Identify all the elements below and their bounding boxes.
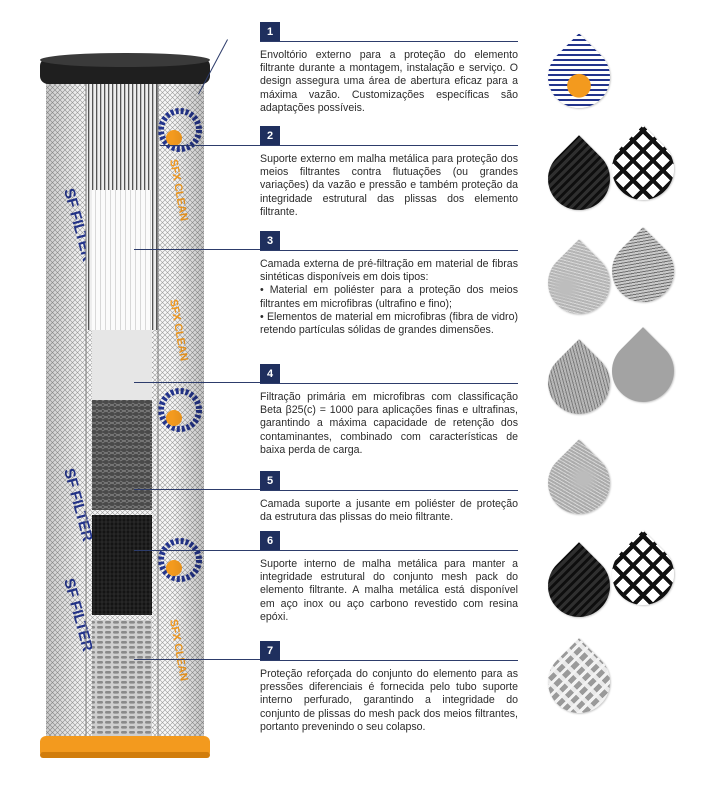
sample-drop-woven-mesh <box>535 542 623 630</box>
leader-line-4 <box>134 382 260 383</box>
callout-description <box>260 668 518 734</box>
callout-description <box>260 498 518 524</box>
callout-paragraph: Camada externa de pré-filtração em material de fibras sintéticas disponíveis em dois tipos: <box>260 258 518 284</box>
callout-paragraph: • Material em poliéster para a proteção dos meios filtrantes em microfibras (ultrafino e fino); <box>260 284 518 310</box>
sample-drop-woven-mesh <box>535 135 623 223</box>
callout-description <box>260 391 518 457</box>
callout-paragraph: Camada suporte a jusante em poliéster de proteção da estrutura das plissas do meio filtrante. <box>260 498 518 524</box>
callout-number: 1 <box>260 22 280 41</box>
leader-line-6 <box>134 550 260 551</box>
leader-line-5 <box>134 489 260 490</box>
sample-drop-microfiber-coarse <box>535 339 623 427</box>
callout-number: 7 <box>260 641 280 660</box>
filter-element-illustration <box>0 0 260 800</box>
sample-drop-square-mesh <box>599 125 687 213</box>
leader-line-7 <box>134 659 260 660</box>
callout-number: 3 <box>260 231 280 250</box>
leader-line-2 <box>160 145 260 146</box>
callout-description <box>260 258 518 337</box>
sample-drop-outer-wrap <box>535 33 623 121</box>
callout-paragraph: • Elementos de material em microfibras (fibra de vidro) retendo partículas sólidas de grandes dimensões. <box>260 310 518 337</box>
callout-paragraph: Suporte externo em malha metálica para proteção dos meios filtrantes contra flutuações (ou grandes variações) da vazão e pressão e também proteção da integridade estrutural das plissas dos elemento filtrante. <box>260 153 518 218</box>
sample-drop-microfiber-fine <box>599 327 687 415</box>
callout-paragraph: Envoltório externo para a proteção do elemento filtrante durante a montagem, instalação e serviço. O design assegura uma área de abertura eficaz para a máxima vazão. Customizações específicas são adaptações possíveis. <box>260 49 518 114</box>
callout-number: 5 <box>260 471 280 490</box>
callout-description <box>260 153 518 219</box>
sample-drop-square-mesh <box>599 530 687 618</box>
callout-number: 6 <box>260 531 280 550</box>
sample-drop-perforated-tube <box>535 638 623 726</box>
callout-description <box>260 558 518 624</box>
callout-number: 4 <box>260 364 280 383</box>
callout-paragraph: Proteção reforçada do conjunto do elemento para as pressões diferenciais é fornecida pelo tubo suporte interno perfurado, garantindo a integridade do conjunto de plissas do mesh pack dos meios filtrantes, portanto prevenindo o seu colapso. <box>260 668 518 733</box>
sample-drop-polyester <box>535 439 623 527</box>
sample-drop-polyester <box>535 239 623 327</box>
callout-paragraph: Suporte interno de malha metálica para manter a integridade estrutural do conjunto mesh pack do elemento filtrante. A malha metálica está disponível em aço inox ou aço carbono revestido com resina epóxi. <box>260 558 518 623</box>
callout-number: 2 <box>260 126 280 145</box>
callout-description <box>260 49 518 115</box>
sample-drop-glass-microfiber <box>599 227 687 315</box>
leader-line-3 <box>134 249 260 250</box>
callout-paragraph: Filtração primária em microfibras com classificação Beta β25(c) = 1000 para aplicações finas e ultrafinas, garantindo a máxima capacidade de retenção dos contaminantes, combinado com características de baixa perda de carga. <box>260 391 518 456</box>
